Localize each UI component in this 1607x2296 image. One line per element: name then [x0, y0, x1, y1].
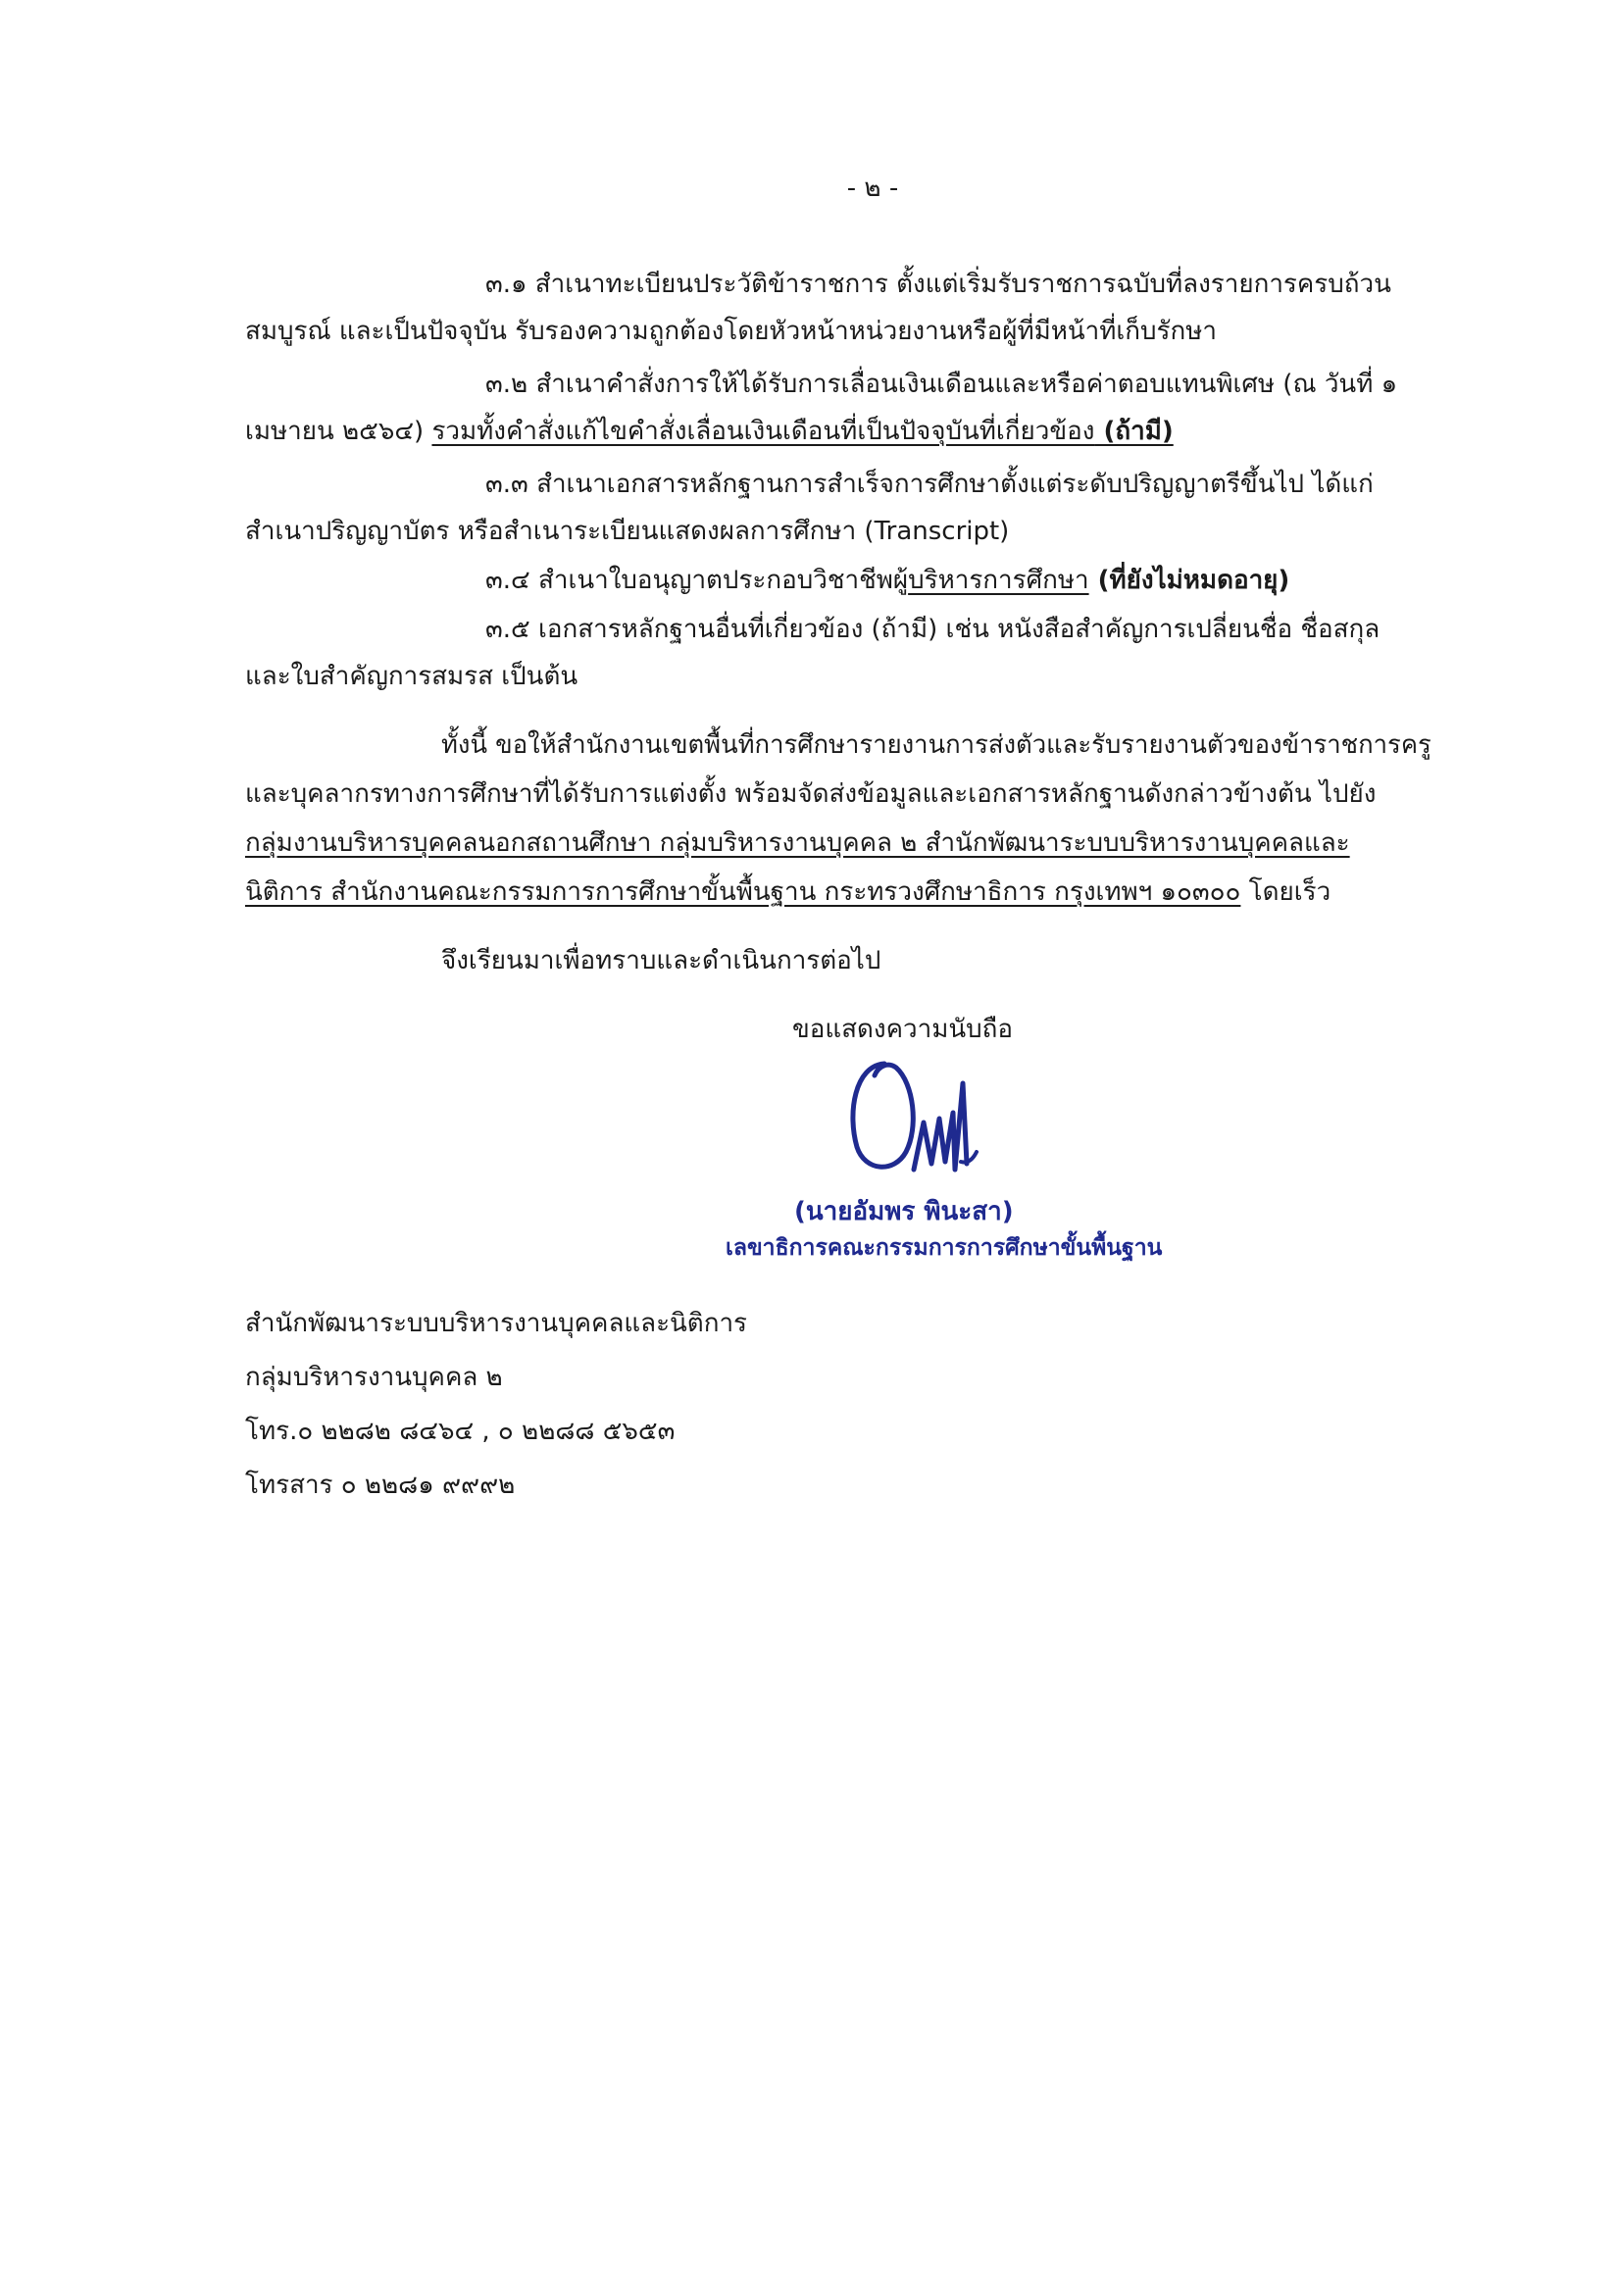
item-3-5-line-1: ๓.๕ เอกสารหลักฐานอื่นที่เกี่ยวข้อง (ถ้ามี) เช่น หนังสือสำคัญการเปลี่ยนชื่อ ชื่อสกุล [485, 615, 1381, 644]
item-3-4-text: ๓.๔ สำเนาใบอนุญาตประกอบวิชาชีพผู้ [485, 566, 909, 595]
footer-group: กลุ่มบริหารงานบุคคล ๒ [245, 1363, 503, 1392]
page-number: - ๒ - [846, 174, 899, 203]
item-3-4-underlined: บริหารการศึกษา [908, 566, 1089, 595]
paragraph-urgent: โดยเร็ว [1240, 877, 1331, 907]
paragraph-line-2: และบุคลากรทางการศึกษาที่ได้รับการแต่งตั้ง พร้อมจัดส่งข้อมูลและเอกสารหลักฐานดังกล่าวข้างต้น ไปยัง [245, 779, 1377, 809]
item-3-2-line-2 [245, 412, 1174, 451]
paragraph-line-1: ทั้งนี้ ขอให้สำนักงานเขตพื้นที่การศึกษารายงานการส่งตัวและรับรายงานตัวของข้าราชการครู [441, 730, 1431, 760]
footer-tel: โทร.๐ ๒๒๘๒ ๘๔๖๔ , ๐ ๒๒๘๘ ๕๖๕๓ [245, 1417, 676, 1446]
signatory-name: (นายอัมพร พินะสา) [794, 1197, 1014, 1226]
handwritten-signature [845, 1054, 982, 1181]
paragraph-line-3: กลุ่มงานบริหารบุคคลนอกสถานศึกษา กลุ่มบริหารงานบุคคล ๒ สำนักพัฒนาระบบบริหารงานบุคคลและ [245, 828, 1350, 858]
item-3-3-line-2: สำเนาปริญญาบัตร หรือสำเนาระเบียนแสดงผลการศึกษา (Transcript) [245, 517, 1010, 546]
item-3-1-line-2: สมบูรณ์ และเป็นปัจจุบัน รับรองความถูกต้องโดยหัวหน้าหน่วยงานหรือผู้ที่มีหน้าที่เก็บรักษา [245, 317, 1217, 346]
item-3-2-line-1: ๓.๒ สำเนาคำสั่งการให้ได้รับการเลื่อนเงินเดือนและหรือค่าตอบแทนพิเศษ (ณ วันที่ ๑ [485, 370, 1398, 399]
regards-text: ขอแสดงความนับถือ [792, 1015, 1013, 1044]
item-3-3-line-1: ๓.๓ สำเนาเอกสารหลักฐานการสำเร็จการศึกษาตั้งแต่ระดับปริญญาตรีขึ้นไป ได้แก่ [485, 470, 1374, 499]
item-3-2-if-any: (ถ้ามี) [1094, 417, 1174, 446]
closing-text: จึงเรียนมาเพื่อทราบและดำเนินการต่อไป [441, 946, 881, 975]
item-3-4-not-expired: (ที่ยังไม่หมดอายุ) [1088, 566, 1290, 595]
paragraph-line-4 [245, 873, 1331, 912]
item-3-4-line [485, 561, 1289, 600]
item-3-5-line-2: และใบสำคัญการสมรส เป็นต้น [245, 662, 578, 691]
item-3-2-date: เมษายน ๒๕๖๔) [245, 417, 432, 446]
signatory-title: เลขาธิการคณะกรรมการการศึกษาขั้นพื้นฐาน [726, 1235, 1163, 1261]
footer-office: สำนักพัฒนาระบบบริหารงานบุคคลและนิติการ [245, 1309, 748, 1338]
item-3-1-line-1: ๓.๑ สำเนาทะเบียนประวัติข้าราชการ ตั้งแต่เริ่มรับราชการฉบับที่ลงรายการครบถ้วน [485, 270, 1391, 299]
footer-fax: โทรสาร ๐ ๒๒๘๑ ๙๙๙๒ [245, 1471, 516, 1500]
item-3-2-underlined: รวมทั้งคำสั่งแก้ไขคำสั่งเลื่อนเงินเดือนที่เป็นปัจจุบันที่เกี่ยวข้อง [431, 417, 1095, 446]
paragraph-address: นิติการ สำนักงานคณะกรรมการการศึกษาขั้นพื้นฐาน กระทรวงศึกษาธิการ กรุงเทพฯ ๑๐๓๐๐ [245, 877, 1241, 907]
